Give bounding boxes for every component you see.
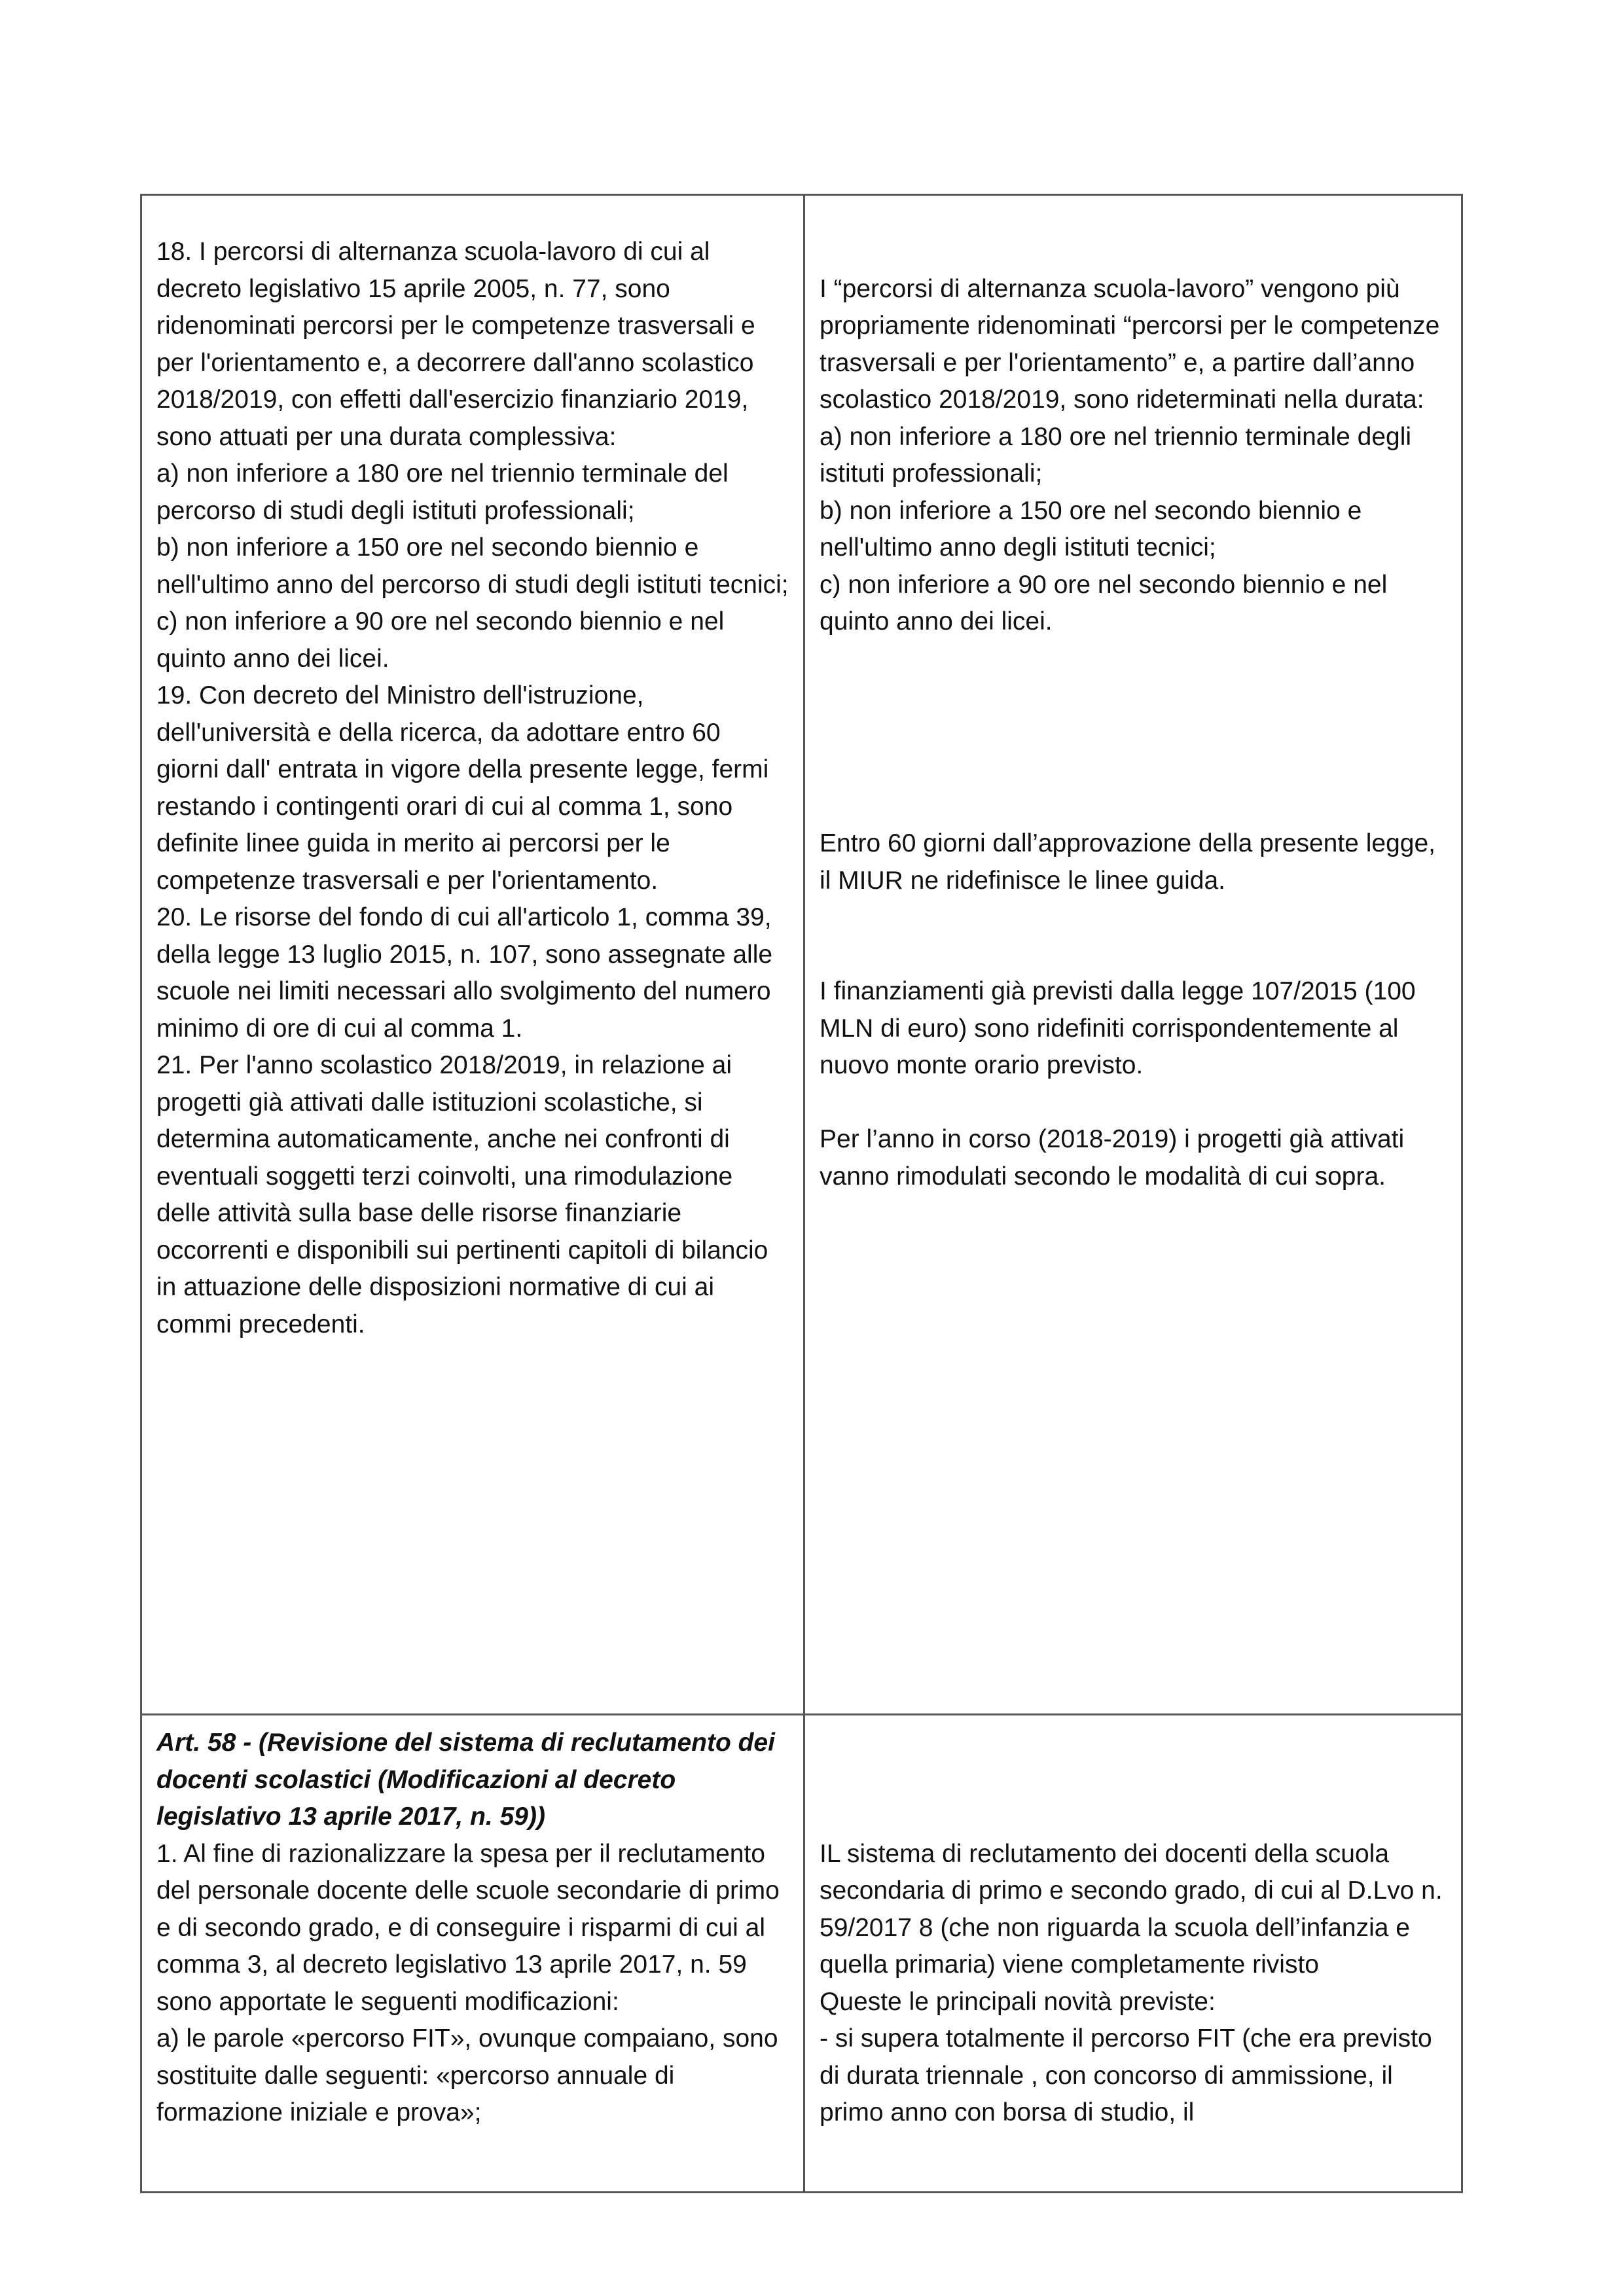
paragraph-21: 21. Per l'anno scolastico 2018/2019, in relazione ai progetti già attivati dalle istituzioni scolastiche, si determina automaticamente, anche nei confronti di eventuali soggetti terzi coinvolti, una rimodulazione delle attività sulla base delle risorse finanziarie occorrenti e disponibili sui pertinenti capitoli di bilancio in attuazione delle disposizioni normative di cui ai commi precedenti.	[156, 1051, 768, 1338]
spacer	[820, 641, 1447, 826]
paragraph-19: 19. Con decreto del Ministro dell'istruzione, dell'università e della ricerca, da adottare entro 60 giorni dall' entrata in vigore della presente legge, fermi restando i contingenti orari di cui al comma 1, sono definite linee guida in merito ai percorsi per le competenze trasversali e per l'orientamento.	[156, 681, 769, 895]
commentary-c: c) non inferiore a 90 ore nel secondo biennio e nel quinto anno dei licei.	[820, 570, 1388, 636]
paragraph-18-c: c) non inferiore a 90 ore nel secondo biennio e nel quinto anno dei licei.	[156, 607, 725, 673]
law-text-cell	[141, 195, 804, 1715]
table-row	[141, 1715, 1462, 2193]
commentary-cell	[804, 1715, 1462, 2193]
paragraph-18-b: b) non inferiore a 150 ore nel secondo biennio e nell'ultimo anno del percorso di studi degli istituti tecnici;	[156, 533, 789, 599]
paragraph-1-a: a) le parole «percorso FIT», ovunque compaiano, sono sostituite dalle seguenti: «percorso annuale di formazione iniziale e prova»;	[156, 2024, 778, 2126]
spacer	[820, 899, 1447, 973]
article-title: Art. 58 - (Revisione del sistema di reclutamento dei docenti scolastici (Modificazioni al decreto legislativo 13 aprile 2017, n. 59))	[156, 1729, 775, 1831]
commentary-current-year: Per l’anno in corso (2018-2019) i progetti già attivati vanno rimodulati secondo le modalità di cui sopra.	[820, 1125, 1405, 1191]
commentary-intro: I “percorsi di alternanza scuola-lavoro” vengono più propriamente ridenominati “percorsi per le competenze trasversali e per l'orientamento” e, a partire dall’anno scolastico 2018/2019, sono rideterminati nella durata:	[820, 274, 1440, 414]
commentary-b: b) non inferiore a 150 ore nel secondo biennio e nell'ultimo anno degli istituti tecnici;	[820, 496, 1362, 562]
paragraph-18: 18. I percorsi di alternanza scuola-lavoro di cui al decreto legislativo 15 aprile 2005, n. 77, sono ridenominati percorsi per le competenze trasversali e per l'orientamento e, a decorrere dall'anno scolastico 2018/2019, con effetti dall'esercizio finanziario 2019, sono attuati per una durata complessiva:	[156, 238, 755, 451]
law-text-cell	[141, 1715, 804, 2193]
paragraph-18-a: a) non inferiore a 180 ore nel triennio terminale del percorso di studi degli istituti professionali;	[156, 459, 729, 525]
commentary-novelties: Queste le principali novità previste:	[820, 1987, 1216, 2016]
spacer	[820, 1725, 1447, 1836]
paragraph-1: 1. Al fine di razionalizzare la spesa per il reclutamento del personale docente delle scuole secondarie di primo e di secondo grado, e di conseguire i risparmi di cui al comma 3, al decreto legislativo 13 aprile 2017, n. 59 sono apportate le seguenti modificazioni:	[156, 1839, 780, 2016]
commentary-a: a) non inferiore a 180 ore nel triennio terminale degli istituti professionali;	[820, 422, 1412, 488]
spacer	[820, 1085, 1447, 1122]
commentary-fit: - si supera totalmente il percorso FIT (che era previsto di durata triennale , con concorso di ammissione, il primo anno con borsa di studio, il	[820, 2024, 1432, 2126]
comparison-table	[140, 194, 1463, 2193]
spacer	[820, 234, 1447, 271]
commentary-funding: I finanziamenti già previsti dalla legge 107/2015 (100 MLN di euro) sono ridefiniti corrispondentemente al nuovo monte orario previsto.	[820, 977, 1416, 1079]
commentary-guidelines: Entro 60 giorni dall’approvazione della presente legge, il MIUR ne ridefinisce le linee guida.	[820, 829, 1435, 895]
commentary-recruitment: IL sistema di reclutamento dei docenti della scuola secondaria di primo e secondo grado, di cui al D.Lvo n. 59/2017 8 (che non riguarda la scuola dell’infanzia e quella primaria) viene completamente rivisto	[820, 1839, 1443, 1979]
paragraph-20: 20. Le risorse del fondo di cui all'articolo 1, comma 39, della legge 13 luglio 2015, n. 107, sono assegnate alle scuole nei limiti necessari allo svolgimento del numero minimo di ore di cui al comma 1.	[156, 903, 773, 1043]
commentary-cell	[804, 195, 1462, 1715]
table-row	[141, 195, 1462, 1715]
